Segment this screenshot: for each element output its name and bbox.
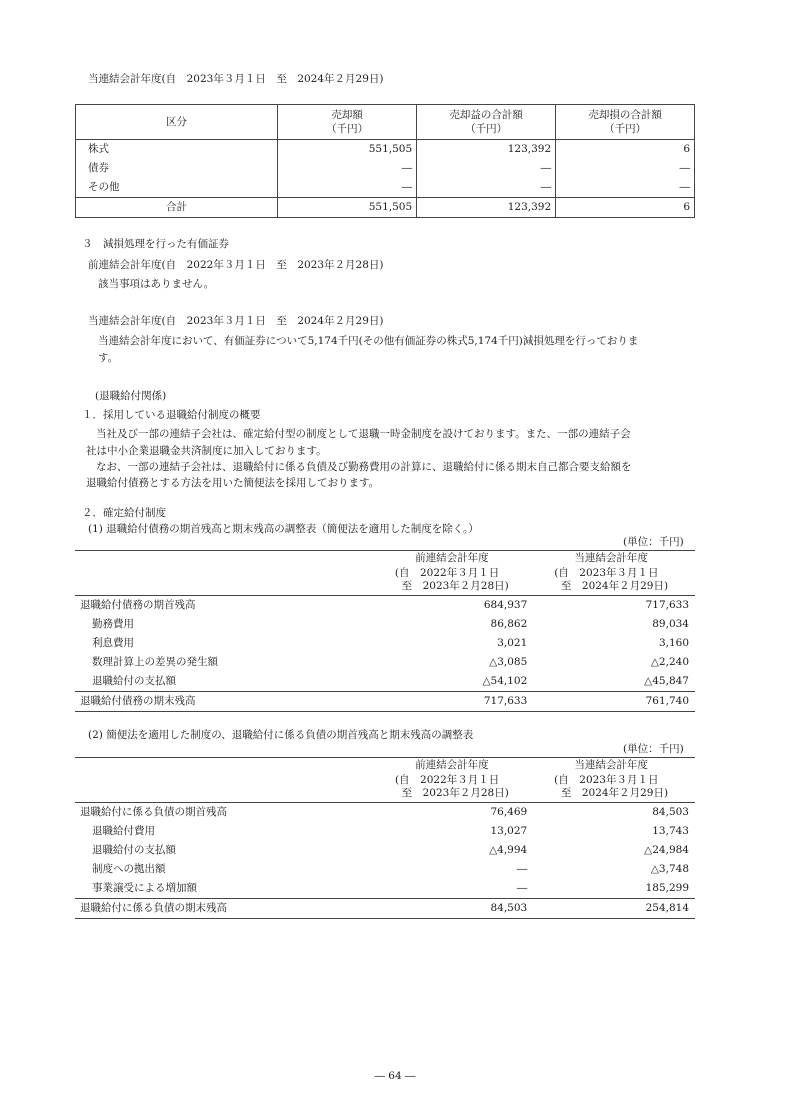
prev-value: △54,102 — [482, 675, 528, 687]
gain-cell: ― — [417, 178, 556, 198]
securities-sales-table — [75, 104, 695, 218]
table-row — [75, 860, 695, 879]
table-row — [76, 178, 695, 198]
prev-value: 3,021 — [497, 637, 528, 649]
retirement-section-label: (退職給付関係) — [95, 390, 167, 402]
curr-value: 717,633 — [645, 599, 689, 611]
impairment-curr-period: 当連結会計年度(自 2023年３月１日 至 2024年２月29日) — [88, 315, 384, 327]
curr-value: 84,503 — [652, 806, 689, 818]
total-gain: 123,392 — [417, 198, 556, 218]
row-label: 退職給付債務の期首残高 — [80, 599, 196, 611]
row-label: 退職給付の支払額 — [92, 675, 176, 687]
retirement-s1-p2-line2: 退職給付債務とする方法を用いた簡便法を採用しております。 — [86, 477, 380, 489]
retirement-s1-p1-line2: 社は中小企業退職金共済制度に加入しております。 — [86, 445, 327, 457]
curr-value: 89,034 — [652, 618, 689, 630]
table1-caption: (1) 退職給付債務の期首残高と期末残高の調整表（簡便法を適用した制度を除く。） — [88, 523, 479, 535]
retirement-s1-p2-line1: なお、一部の連結子会社は、退職給付に係る負債及び勤務費用の計算に、退職給付に係る期末自己都合要支給額を — [96, 461, 632, 473]
curr-value: 185,299 — [645, 882, 689, 894]
row-label: 事業譲受による増加額 — [92, 882, 197, 894]
table-row — [75, 653, 695, 672]
retirement-s1-heading: １．採用している退職給付制度の概要 — [82, 409, 261, 421]
prev-value: 13,027 — [490, 825, 528, 837]
row-label: 退職給付の支払額 — [92, 844, 176, 856]
total-row — [75, 899, 695, 919]
table-row — [75, 634, 695, 653]
curr-value: △24,984 — [644, 844, 689, 856]
impairment-curr-text-line1: 当連結会計年度において、有価証券について5,174千円(その他有価証券の株式5,174千円)減損処理を行っておりま — [98, 335, 639, 347]
prev-value: 84,503 — [377, 899, 534, 919]
table1-unit: (単位：千円) — [623, 536, 684, 548]
prev-value: ― — [516, 863, 528, 875]
col-header-prev-period: (自 2022年３月１日 至 2023年２月28日) — [377, 773, 534, 803]
col-header-curr-period: (自 2023年３月１日 至 2024年２月29日) — [533, 773, 695, 803]
loss-cell: ― — [556, 178, 695, 198]
col-header-prev-period: (自 2022年３月１日 至 2023年２月28日) — [376, 566, 533, 596]
curr-value: 254,814 — [533, 899, 695, 919]
impairment-heading: ３ 減損処理を行った有価証券 — [82, 238, 229, 250]
page-number: ― 64 ― — [374, 1070, 416, 1082]
row-label: 株式 — [76, 140, 278, 160]
total-loss: 6 — [556, 198, 695, 218]
table-row — [75, 879, 695, 899]
curr-value: 13,743 — [652, 825, 689, 837]
prev-value: 76,469 — [490, 806, 528, 818]
table2-unit: (単位：千円) — [623, 743, 684, 755]
amount-cell: ― — [278, 159, 417, 178]
curr-value: △45,847 — [644, 675, 689, 687]
gain-cell: ― — [417, 159, 556, 178]
curr-value: △2,240 — [650, 656, 689, 668]
table-row — [75, 803, 695, 823]
col-header-amount: 売却額 （千円） — [278, 105, 417, 140]
table-row — [76, 140, 695, 160]
table-row — [75, 615, 695, 634]
impairment-curr-text-line2: す。 — [98, 352, 119, 364]
col-header-curr-title: 当連結会計年度 — [533, 758, 695, 774]
prev-value: 86,862 — [490, 618, 528, 630]
row-label: 退職給付に係る負債の期末残高 — [75, 899, 377, 919]
row-label: 制度への拠出額 — [92, 863, 166, 875]
row-label: 退職給付債務の期末残高 — [75, 692, 376, 712]
row-label: 利息費用 — [92, 637, 134, 649]
row-label: 勤務費用 — [92, 618, 134, 630]
sales-period-label: 当連結会計年度(自 2023年３月１日 至 2024年２月29日) — [88, 73, 384, 85]
row-label: その他 — [76, 178, 278, 198]
total-row — [76, 198, 695, 218]
amount-cell: ― — [278, 178, 417, 198]
col-header-gain: 売却益の合計額 （千円） — [417, 105, 556, 140]
prev-value: ― — [516, 882, 528, 894]
prev-value: 684,937 — [483, 599, 528, 611]
prev-value: △3,085 — [489, 656, 528, 668]
prev-value: △4,994 — [489, 844, 528, 856]
table-row — [75, 672, 695, 692]
row-label: 債券 — [76, 159, 278, 178]
curr-value: 761,740 — [533, 692, 695, 712]
total-amount: 551,505 — [278, 198, 417, 218]
amount-cell: 551,505 — [278, 140, 417, 160]
col-header-curr-title: 当連結会計年度 — [533, 551, 695, 567]
table-row — [75, 596, 695, 616]
row-label: 数理計算上の差異の発生額 — [92, 656, 218, 668]
row-label: 退職給付に係る負債の期首残高 — [80, 806, 227, 818]
prev-value: 717,633 — [376, 692, 533, 712]
table2-caption: (2) 簡便法を適用した制度の、退職給付に係る負債の期首残高と期末残高の調整表 — [88, 729, 474, 741]
total-label: 合計 — [76, 198, 278, 218]
impairment-prev-text: 該当事項はありません。 — [98, 278, 215, 290]
impairment-prev-period: 前連結会計年度(自 2022年３月１日 至 2023年２月28日) — [88, 259, 384, 271]
gain-cell: 123,392 — [417, 140, 556, 160]
col-header-loss: 売却損の合計額 （千円） — [556, 105, 695, 140]
col-header-category: 区分 — [76, 105, 278, 140]
table-row — [75, 822, 695, 841]
table-row — [76, 159, 695, 178]
curr-value: △3,748 — [650, 863, 689, 875]
simplified-method-liability-table — [75, 757, 695, 919]
retirement-s1-p1-line1: 当社及び一部の連結子会社は、確定給付型の制度として退職一時金制度を設けております。また、一部の連結子会 — [96, 428, 631, 440]
curr-value: 3,160 — [658, 637, 689, 649]
total-row — [75, 692, 695, 712]
col-header-prev-title: 前連結会計年度 — [376, 551, 533, 567]
retirement-s2-heading: ２．確定給付制度 — [82, 507, 166, 519]
row-label: 退職給付費用 — [92, 825, 155, 837]
pension-obligation-table — [75, 550, 695, 712]
col-header-prev-title: 前連結会計年度 — [377, 758, 534, 774]
loss-cell: ― — [556, 159, 695, 178]
loss-cell: 6 — [556, 140, 695, 160]
col-header-curr-period: (自 2023年３月１日 至 2024年２月29日) — [533, 566, 695, 596]
table-row — [75, 841, 695, 860]
